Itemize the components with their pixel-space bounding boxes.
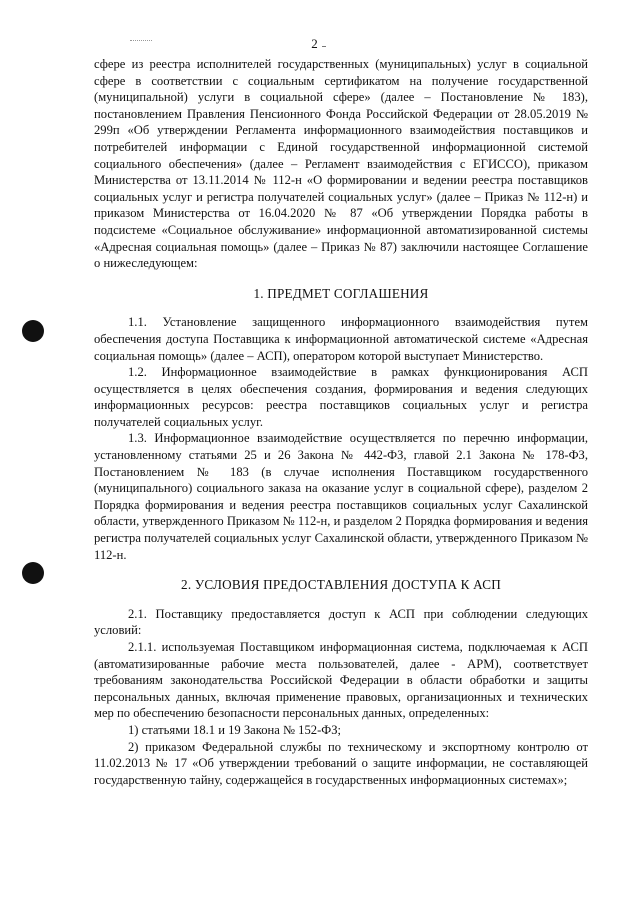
list-item-1: 1) статьями 18.1 и 19 Закона № 152-ФЗ; — [128, 722, 342, 737]
punch-hole-top — [22, 320, 44, 342]
paragraph-1-3: 1.3. Информационное взаимодействие осуществляется по перечню информации, установленному статьями 25 и 26 Закона № 442-ФЗ, главой 2.1 Закона № 178-ФЗ, Постановлением № 183 (в случае исполнения Поставщиком государственного (муниципального) социального заказа на оказание услуг в социальной сфере), разделом 2 Порядка формирования и ведения реестра поставщиков социальных услуг Сахалинской области, утвержденного Приказом № 112-н, и разделом 2 Порядка формирования и ведения регистра получателей социальных услуг Сахалинской области, утвержденного Приказом № 112-н. — [94, 431, 588, 562]
section-2-heading: 2. УСЛОВИЯ ПРЕДОСТАВЛЕНИЯ ДОСТУПА К АСП — [181, 577, 501, 593]
paragraph-1-2: 1.2. Информационное взаимодействие в рамках функционирования АСП осуществляется в целях обеспечения создания, формирования и ведения следующих информационных ресурсов: реестра поставщиков социальных услуг и регистра получателей социальных услуг. — [94, 365, 588, 429]
paragraph-2-1: 2.1. Поставщику предоставляется доступ к АСП при соблюдении следующих условий: — [94, 606, 588, 638]
page-number: 2 — [311, 36, 318, 51]
paragraph-1-1: 1.1. Установление защищенного информационного взаимодействия путем обеспечения доступа Поставщика к информационной автоматической системе «Адресная социальная помощь» (далее – АСП), оператором которой выступает Министерство. — [94, 315, 588, 363]
intro-paragraph: сфере из реестра исполнителей государственных (муниципальных) услуг в социальной сфере в соответствии с социальным сертификатом на получение государственной (муниципальной) услуги в социальной сфере» (далее – Постановление № 183), постановлением Правления Пенсионного Фонда Российской Федерации от 28.05.2019 № 299п «Об утверждении Регламента информационного взаимодействия поставщиков и потребителей информации с Единой государственной информационной системой социального обеспечения» (далее – Регламент взаимодействия с ЕГИССО), приказом Министерства от 13.11.2014 № 112-н «О формировании и ведении реестра поставщиков социальных услуг и регистра получателей социальных услуг» (далее – Приказ № 112-н) и приказом Министерства от 16.04.2020 № 87 «Об утверждении Порядка работы в подсистеме «Социальное обслуживание» информационной автоматизированной системы «Адресная социальная помощь» (далее – Приказ № 87) заключили настоящее Соглашение о нижеследующем: — [94, 57, 588, 271]
punch-hole-bottom — [22, 562, 44, 584]
paragraph-2-1-1: 2.1.1. используемая Поставщиком информационная система, подключаемая к АСП (автоматизированные рабочие места пользователей, далее - АРМ), соответствует требованиям законодательства Российской Федерации в области обработки и защиты персональных данных, включая применение правовых, организационных и технических мер по обеспечению безопасности персональных данных, определенных: — [94, 640, 588, 721]
section-1-heading: 1. ПРЕДМЕТ СОГЛАШЕНИЯ — [253, 285, 429, 301]
list-item-2: 2) приказом Федеральной службы по техническому и экспортному контролю от 11.02.2013 № 17 «Об утверждении требований о защите информации, не составляющей государственную тайну, содержащейся в государственных информационных системах»; — [94, 739, 588, 787]
document-body — [94, 56, 588, 788]
